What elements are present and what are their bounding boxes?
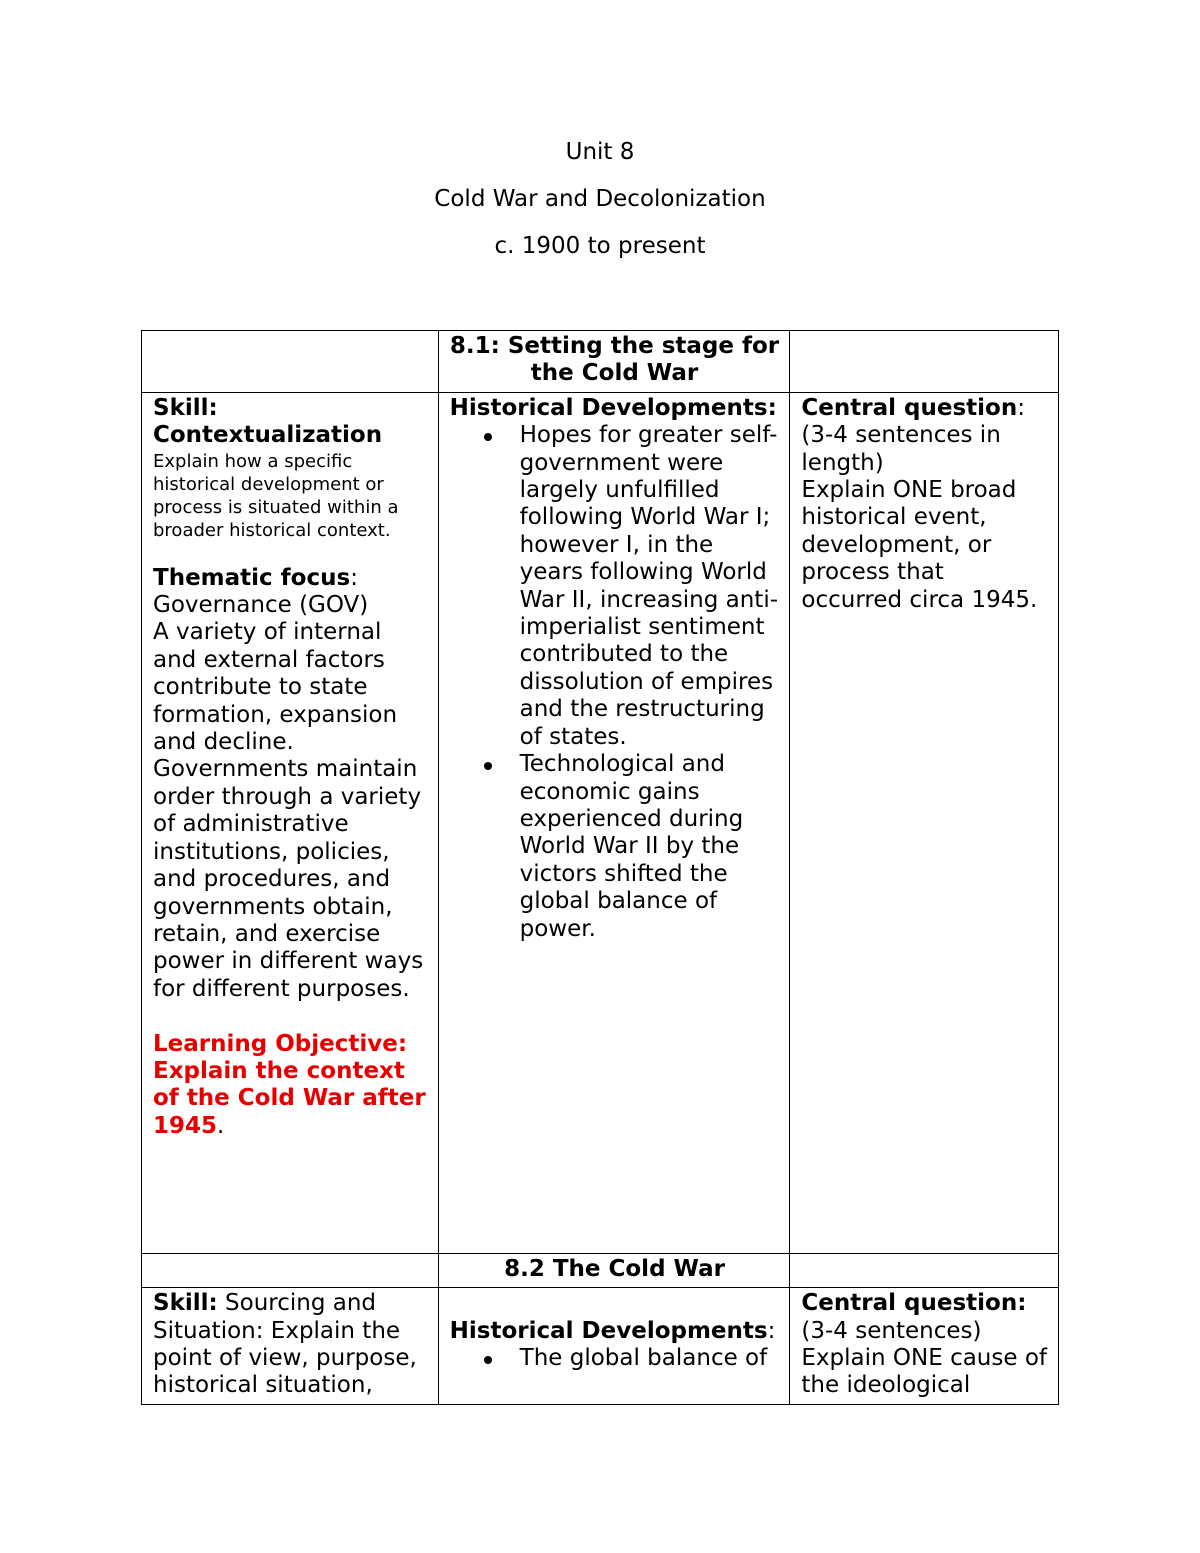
historical-developments-label: Historical Developments:	[449, 394, 777, 421]
skill-label: Skill:	[153, 394, 218, 421]
thematic-focus: Thematic focus:	[153, 564, 358, 591]
central-question-cell	[790, 1288, 1059, 1405]
topic-8-2-heading: 8.2 The Cold War	[438, 1253, 790, 1287]
unit-period: c. 1900 to present	[494, 233, 706, 259]
thematic-focus-description: A variety of internal and external factors contribute to state formation, expansion and decline. Governments maintain order through a variety of administrative institutions, policies, and procedures, and governments obtain, retain, and exercise power in different ways for different purposes.	[153, 619, 424, 1002]
topic-8-1-heading: 8.1: Setting the stage for the Cold War	[438, 331, 790, 393]
skill-label: Skill:	[153, 1290, 218, 1317]
list-item: Technological and economic gains experienced during World War II by the victors shifted the global balance of power.	[450, 751, 780, 943]
historical-developments-list	[450, 422, 780, 943]
skill-cell	[142, 392, 439, 1253]
central-question-label: Central question:	[801, 1290, 1027, 1317]
central-question-length: (3-4 sentences)	[801, 1317, 982, 1344]
skill-name: Contextualization	[153, 422, 383, 449]
historical-developments-list	[450, 1345, 780, 1372]
header-cell-empty-right	[790, 1253, 1059, 1287]
header-cell-empty-left	[142, 1253, 439, 1287]
unit-number: Unit 8	[565, 139, 635, 165]
thematic-focus-name: Governance (GOV)	[153, 592, 369, 619]
list-item: The global balance of	[450, 1345, 780, 1372]
topic-8-1-header-row	[142, 331, 1059, 393]
header-cell-empty-left	[142, 331, 439, 393]
document-title-block	[0, 140, 1200, 281]
learning-objective: Learning Objective: Explain the context of the Cold War after 1945.	[153, 1030, 426, 1139]
central-question-length: (3-4 sentences in length)	[801, 422, 1001, 476]
historical-developments-cell	[438, 392, 790, 1253]
thematic-focus-label: Thematic focus	[153, 564, 351, 591]
learning-objective-text: Learning Objective: Explain the context of the Cold War after 1945	[153, 1030, 426, 1139]
historical-developments-label: Historical Developments	[449, 1317, 768, 1344]
historical-developments-heading: Historical Developments:	[449, 1317, 776, 1344]
central-question-cell	[790, 392, 1059, 1253]
central-question-prompt: Explain ONE broad historical event, development, or process that occurred circa 1945.	[801, 477, 1038, 613]
list-item: Hopes for greater self-government were largely unfulfilled following World War I; however I, in the years following World War II, increasing anti-imperialist sentiment contributed to the dissolution of empires and the restructuring of states.	[450, 422, 780, 751]
topic-8-2-content-row	[142, 1288, 1059, 1405]
central-question-heading: Central question:	[801, 394, 1025, 421]
unit-table	[141, 330, 1059, 1405]
unit-title: Cold War and Decolonization	[434, 186, 766, 212]
skill-cell	[142, 1288, 439, 1405]
topic-8-1-content-row	[142, 392, 1059, 1253]
skill-description: Explain how a specific historical development or process is situated within a broader historical context.	[153, 450, 399, 541]
topic-8-2-header-row	[142, 1253, 1059, 1287]
central-question-label: Central question	[801, 394, 1018, 421]
header-cell-empty-right	[790, 331, 1059, 393]
skill-text: Skill: Sourcing and Situation: Explain the point of view, purpose, historical situation,	[153, 1290, 417, 1399]
historical-developments-cell	[438, 1288, 790, 1405]
central-question-prompt: Explain ONE cause of the ideological	[801, 1345, 1047, 1399]
